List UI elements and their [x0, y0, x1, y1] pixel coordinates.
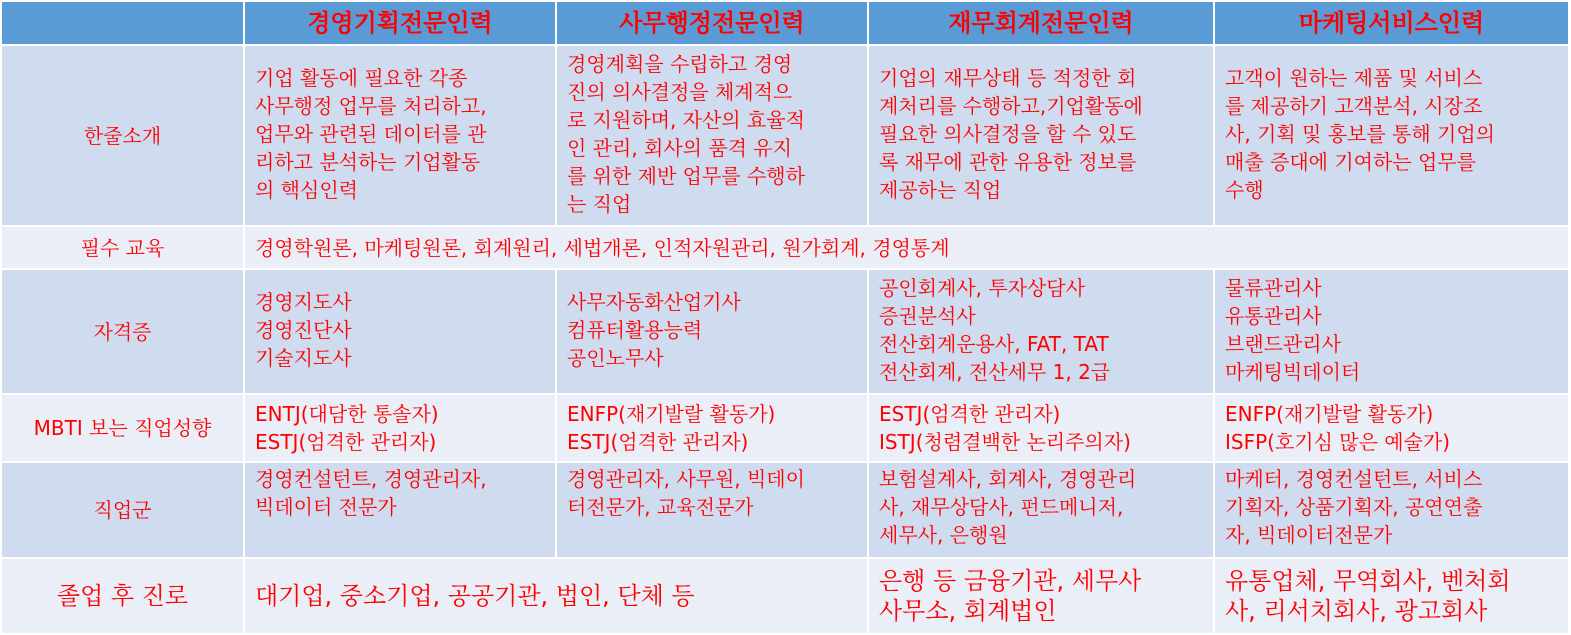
mbti-label: MBTI 보는 직업성향 — [1, 394, 244, 462]
intro-label: 한줄소개 — [1, 45, 244, 226]
intro-cell: 기업 활동에 필요한 각종 사무행정 업무를 처리하고, 업무와 관련된 데이터를 관 리하고 분석하는 기업활동 의 핵심인력 — [244, 45, 556, 226]
header-marketing-service: 마케팅서비스인력 — [1214, 1, 1569, 45]
header-corner — [1, 1, 244, 45]
header-row — [1, 1, 1569, 45]
intro-row — [1, 45, 1569, 226]
jobs-cell: 보험설계사, 회계사, 경영관리 사, 재무상담사, 펀드메니저, 세무사, 은행원 — [868, 462, 1214, 558]
intro-cell: 고객이 원하는 제품 및 서비스 를 제공하기 고객분석, 시장조 사, 기획 및 홍보를 통해 기업의 매출 증대에 기여하는 업무를 수행 — [1214, 45, 1569, 226]
intro-cell: 경영계획을 수립하고 경영 진의 의사결정을 체계적으 로 지원하며, 자산의 효율적 인 관리, 회사의 품격 유지 를 위한 제반 업무를 수행하 는 직업 — [556, 45, 868, 226]
mbti-cell: ENFP(재기발랄 활동가) ISFP(호기심 많은 예술가) — [1214, 394, 1569, 462]
jobs-cell: 경영관리자, 사무원, 빅데이 터전문가, 교육전문가 — [556, 462, 868, 558]
certificate-cell: 경영지도사 경영진단사 기술지도사 — [244, 269, 556, 394]
header-finance-accounting: 재무회계전문인력 — [868, 1, 1214, 45]
header-office-admin: 사무행정전문인력 — [556, 1, 868, 45]
education-row — [1, 226, 1569, 269]
education-value: 경영학원론, 마케팅원론, 회계원리, 세법개론, 인적자원관리, 원가회계, 경영통계 — [244, 226, 1569, 269]
career-label: 졸업 후 진로 — [1, 558, 244, 634]
jobs-row — [1, 462, 1569, 558]
certificate-cell: 사무자동화산업기사 컴퓨터활용능력 공인노무사 — [556, 269, 868, 394]
career-row — [1, 558, 1569, 634]
certificates-row — [1, 269, 1569, 394]
mbti-cell: ENTJ(대담한 통솔자) ESTJ(엄격한 관리자) — [244, 394, 556, 462]
header-management-planning: 경영기획전문인력 — [244, 1, 556, 45]
jobs-label: 직업군 — [1, 462, 244, 558]
career-marketing: 유통업체, 무역회사, 벤처회 사, 리서치회사, 광고회사 — [1214, 558, 1569, 634]
jobs-cell: 마케터, 경영컨설턴트, 서비스 기획자, 상품기획자, 공연연출 자, 빅데이터전문가 — [1214, 462, 1569, 558]
certificate-cell: 공인회계사, 투자상담사 증권분석사 전산회계운용사, FAT, TAT 전산회계, 전산세무 1, 2급 — [868, 269, 1214, 394]
career-finance: 은행 등 금융기관, 세무사 사무소, 회계법인 — [868, 558, 1214, 634]
certificates-label: 자격증 — [1, 269, 244, 394]
intro-cell: 기업의 재무상태 등 적정한 회 계처리를 수행하고,기업활동에 필요한 의사결정을 할 수 있도 록 재무에 관한 유용한 정보를 제공하는 직업 — [868, 45, 1214, 226]
certificate-cell: 물류관리사 유통관리사 브랜드관리사 마케팅빅데이터 — [1214, 269, 1569, 394]
mbti-row — [1, 394, 1569, 462]
education-label: 필수 교육 — [1, 226, 244, 269]
mbti-cell: ESTJ(엄격한 관리자) ISTJ(청렴결백한 논리주의자) — [868, 394, 1214, 462]
jobs-cell: 경영컨설턴트, 경영관리자, 빅데이터 전문가 — [244, 462, 556, 558]
mbti-cell: ENFP(재기발랄 활동가) ESTJ(엄격한 관리자) — [556, 394, 868, 462]
career-shared: 대기업, 중소기업, 공공기관, 법인, 단체 등 — [244, 558, 868, 634]
